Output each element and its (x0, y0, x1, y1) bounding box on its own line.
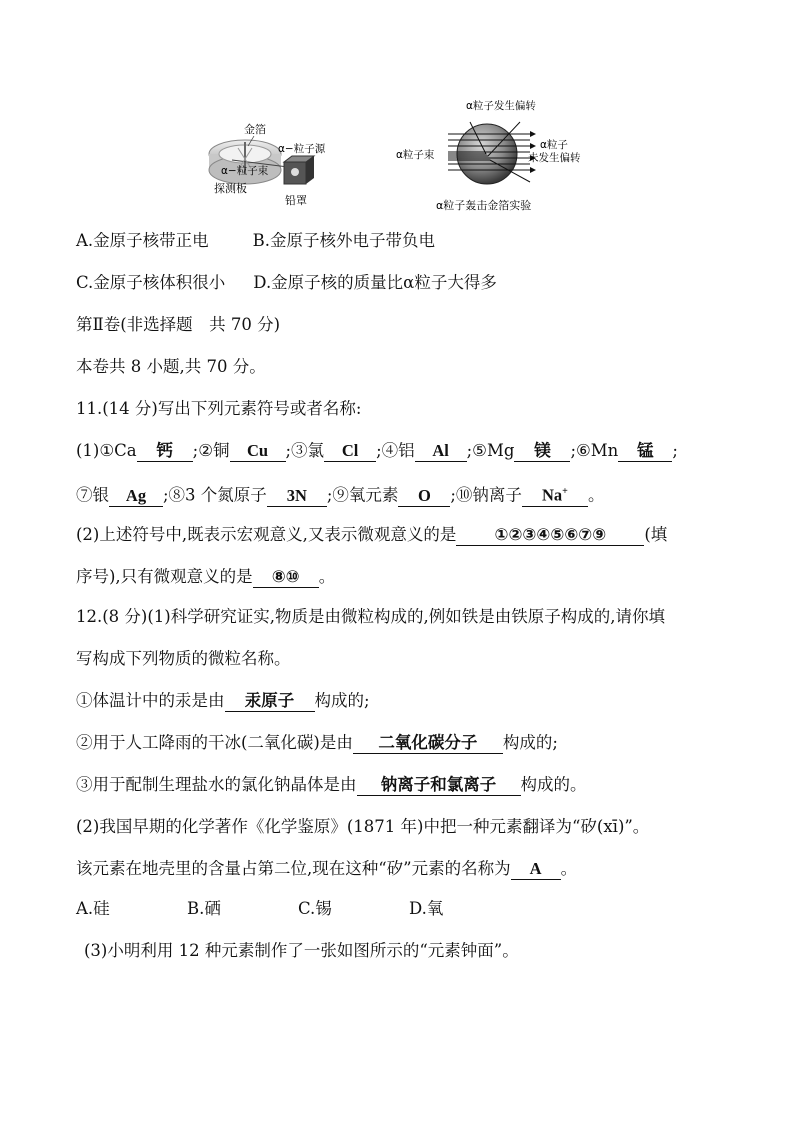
answer-blank-q12-3[interactable]: 钠离子和氯离子 (357, 775, 521, 796)
label-alpha-source: α−粒子源 (278, 143, 326, 155)
q11-row1: (1)①Ca 钙 ;②铜 Cu ;③氯 Cl ;④铝 Al ;⑤Mg 镁 ;⑥Mn 锰 ; (76, 441, 678, 460)
answer-blank-3[interactable]: Cl (324, 441, 376, 462)
q12-options (76, 898, 443, 920)
label-alpha-particle: α粒子 (540, 139, 568, 151)
q11-part2-line2: 序号),只有微观意义的是 ⑧⑩ 。 (76, 567, 336, 586)
section2-title: 第Ⅱ卷(非选择题 共 70 分) (76, 315, 281, 334)
label-gold-foil: 金箔 (244, 123, 266, 136)
q10-option-c: C.金原子核体积很小 (76, 273, 226, 292)
answer-blank-6[interactable]: 锰 (618, 441, 672, 462)
q12-option-d: D.氧 (409, 899, 444, 918)
answer-blank-12[interactable]: ⑧⑩ (253, 567, 319, 588)
q12-stem-line2: 写构成下列物质的微粒名称。 (76, 649, 291, 668)
q10-options-row2 (76, 272, 497, 294)
alpha-scattering-figure (0, 92, 794, 212)
answer-blank-2[interactable]: Cu (230, 441, 286, 462)
q12-stem-line1: 12.(8 分)(1)科学研究证实,物质是由微粒构成的,例如铁是由铁原子构成的,请你填 (76, 607, 665, 626)
answer-blank-7[interactable]: Ag (109, 486, 163, 507)
q11-stem: 11.(14 分)写出下列元素符号或者名称: (76, 399, 362, 418)
q12-option-b: B.硒 (187, 899, 221, 918)
q12-item3: ③用于配制生理盐水的氯化钠晶体是由 钠离子和氯离子 构成的。 (76, 775, 587, 794)
answer-blank-q12-2[interactable]: 二氧化碳分子 (353, 733, 503, 754)
figure-caption: α粒子轰击金箔实验 (436, 199, 532, 212)
q12-part2-line1: (2)我国早期的化学著作《化学鉴原》(1871 年)中把一种元素翻译为“矽(xī)”。 (76, 817, 650, 836)
q10-option-d: D.金原子核的质量比α粒子大得多 (253, 273, 497, 292)
answer-blank-4[interactable]: Al (415, 441, 467, 462)
label-deflected: α粒子发生偏转 (466, 100, 536, 112)
answer-blank-q12-1[interactable]: 汞原子 (225, 691, 315, 712)
q12-item2: ②用于人工降雨的干冰(二氧化碳)是由 二氧化碳分子 构成的; (76, 733, 558, 752)
answer-blank-11[interactable]: ①②③④⑤⑥⑦⑨ (456, 525, 644, 546)
q11-part2-line1: (2)上述符号中,既表示宏观意义,又表示微观意义的是 ①②③④⑤⑥⑦⑨ (填 (76, 525, 668, 544)
answer-blank-9[interactable]: O (398, 486, 450, 507)
q10-option-a: A.金原子核带正电 (76, 231, 209, 250)
label-detector-plate: 探测板 (214, 182, 247, 195)
answer-blank-8[interactable]: 3N (267, 486, 327, 507)
q12-part3: (3)小明利用 12 种元素制作了一张如图所示的“元素钟面”。 (84, 941, 519, 960)
answer-blank-q12-4[interactable]: A (511, 859, 561, 880)
label-alpha-beam-right: α粒子束 (396, 149, 435, 161)
q11-row2: ⑦银 Ag ;⑧3 个氮原子 3N ;⑨氧元素 O ;⑩钠离子 Na+ 。 (76, 482, 604, 507)
q12-item1: ①体温计中的汞是由 汞原子 构成的; (76, 691, 370, 710)
scattering-diagram (448, 122, 536, 184)
q10-option-b: B.金原子核外电子带负电 (252, 231, 436, 250)
q10-options-row1 (76, 230, 435, 252)
q12-option-c: C.锡 (298, 899, 332, 918)
answer-blank-10[interactable]: Na+ (522, 482, 588, 507)
answer-blank-5[interactable]: 镁 (514, 441, 570, 462)
section2-note: 本卷共 8 小题,共 70 分。 (76, 357, 266, 376)
label-lead-shield: 铅罩 (285, 194, 307, 207)
q12-option-a: A.硅 (76, 899, 110, 918)
answer-blank-1[interactable]: 钙 (137, 441, 193, 462)
q12-part2-line2: 该元素在地壳里的含量占第二位,现在这种“矽”元素的名称为 A 。 (76, 859, 578, 878)
label-not-deflected: 未发生偏转 (528, 152, 581, 164)
label-alpha-beam-left: α−粒子束 (221, 165, 269, 177)
